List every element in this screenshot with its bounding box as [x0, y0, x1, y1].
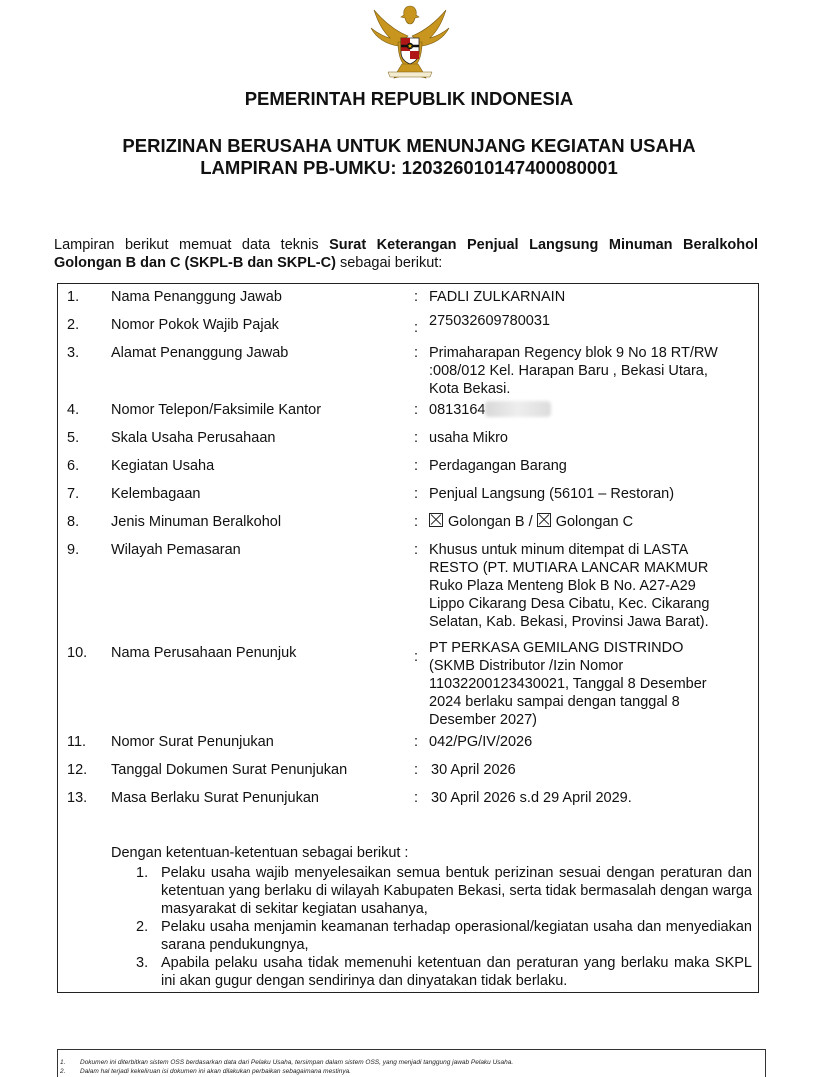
- row-number: 7.: [67, 486, 80, 502]
- row-value: 275032609780031: [429, 313, 550, 329]
- golongan-c-label: Golongan C: [555, 514, 634, 530]
- row-value: 042/PG/IV/2026: [429, 734, 533, 750]
- footnote-number: 2.: [60, 1068, 66, 1075]
- checked-box-icon: [429, 513, 443, 527]
- row-colon: :: [414, 762, 419, 778]
- checked-box-icon: [537, 513, 551, 527]
- row-number: 13.: [67, 790, 88, 806]
- intro-suffix: sebagai berikut:: [335, 255, 443, 271]
- condition-item: [136, 954, 752, 990]
- row-value: Penjual Langsung (56101 – Restoran): [429, 486, 675, 502]
- condition-text: Apabila pelaku usaha tidak memenuhi ketentuan dan peraturan yang berlaku maka SKPL ini akan gugur dengan sendirinya dan dinyatakan tidak berlaku.: [161, 955, 752, 989]
- row-value: Khusus untuk minum ditempat di LASTA RESTO (PT. MUTIARA LANCAR MAKMUR Ruko Plaza Menteng Blok B No. A27-A29 Lippo Cikarang Desa Cibatu, Kec. Cikarang Selatan, Kab. Bekasi, Provinsi Jawa Barat).: [429, 542, 710, 630]
- row-label: Jenis Minuman Beralkohol: [111, 514, 282, 530]
- intro-prefix: Lampiran berikut memuat data teknis: [54, 237, 330, 253]
- condition-item: [136, 918, 752, 954]
- row-colon: :: [414, 734, 419, 750]
- document-title-line2: LAMPIRAN PB-UMKU: 120326010147400080001: [200, 157, 618, 178]
- condition-item: [136, 864, 752, 918]
- row-value: Primaharapan Regency blok 9 No 18 RT/RW :008/012 Kel. Harapan Baru , Bekasi Utara, Kota Bekasi.: [429, 345, 718, 397]
- row-label: Alamat Penanggung Jawab: [111, 345, 289, 361]
- footnote-number: 1.: [60, 1059, 66, 1066]
- technical-data-box: [57, 283, 759, 993]
- row-number: 9.: [67, 542, 80, 558]
- row-label: Nomor Surat Penunjukan: [111, 734, 274, 750]
- row-label: Tanggal Dokumen Surat Penunjukan: [111, 762, 348, 778]
- row-value: Perdagangan Barang: [429, 458, 567, 474]
- row-value: 30 April 2026: [431, 762, 516, 778]
- condition-text: Pelaku usaha menjamin keamanan terhadap operasional/kegiatan usaha dan menyediakan sarana pendukungnya,: [161, 919, 752, 953]
- row-number: 12.: [67, 762, 88, 778]
- row-label: Skala Usaha Perusahaan: [111, 430, 276, 446]
- footnote: [58, 1058, 513, 1067]
- footnotes: [58, 1058, 513, 1076]
- government-heading: PEMERINTAH REPUBLIK INDONESIA: [244, 88, 574, 109]
- condition-number: 1.: [136, 865, 149, 881]
- row-label: Masa Berlaku Surat Penunjukan: [111, 790, 319, 806]
- document-title-line1: PERIZINAN BERUSAHA UNTUK MENUNJANG KEGIATAN USAHA: [122, 135, 696, 156]
- row-label: Nama Penanggung Jawab: [111, 289, 282, 305]
- row-colon: :: [414, 458, 419, 474]
- phone-visible: 0813164: [429, 402, 486, 418]
- row-number: 11.: [67, 734, 87, 750]
- row-number: 2.: [67, 317, 80, 333]
- row-value: [429, 401, 741, 419]
- condition-number: 2.: [136, 919, 149, 935]
- row-label: Nomor Pokok Wajib Pajak: [111, 317, 279, 333]
- row-number: 5.: [67, 430, 80, 446]
- row-number: 10.: [67, 645, 88, 661]
- row-colon: :: [414, 289, 419, 305]
- footnote-text: Dokumen ini diterbitkan sistem OSS berdasarkan data dari Pelaku Usaha, tersimpan dalam sistem OSS, yang menjadi tanggung jawab Pelaku Usaha.: [80, 1059, 514, 1066]
- row-value: FADLI ZULKARNAIN: [429, 289, 566, 305]
- row-value: 30 April 2026 s.d 29 April 2029.: [431, 790, 632, 806]
- conditions-list: [136, 864, 752, 990]
- redacted-phone-digits: [485, 401, 551, 417]
- row-label: Kelembagaan: [111, 486, 201, 502]
- conditions-heading: Dengan ketentuan-ketentuan sebagai berikut :: [111, 845, 409, 861]
- row-colon: :: [414, 486, 419, 502]
- row-colon: :: [414, 542, 419, 558]
- intro-bold: Surat Keterangan Penjual Langsung Minuman Beralkohol Golongan B dan C (SKPL-B dan SKPL-C): [54, 237, 758, 271]
- row-value: usaha Mikro: [429, 430, 508, 446]
- row-colon: :: [414, 402, 419, 418]
- row-number: 6.: [67, 458, 80, 474]
- row-number: 3.: [67, 345, 80, 361]
- intro-paragraph: [54, 236, 758, 272]
- row-colon: :: [414, 790, 419, 806]
- row-label: Nomor Telepon/Faksimile Kantor: [111, 402, 322, 418]
- row-number: 8.: [67, 514, 80, 530]
- row-colon: :: [414, 430, 419, 446]
- condition-text: Pelaku usaha wajib menyelesaikan semua bentuk perizinan sesuai dengan peraturan dan ketentuan yang berlaku di wilayah Kabupaten Bekasi, serta tidak bermasalah dengan warga masyarakat di sekitar kegiatan usahanya,: [161, 865, 752, 917]
- document-title: [0, 135, 818, 179]
- row-label: Wilayah Pemasaran: [111, 542, 241, 558]
- footnote-text: Dalam hal terjadi kekeliruan isi dokumen ini akan dilakukan perbaikan sebagaimana mestinya.: [80, 1068, 351, 1075]
- row-label: Nama Perusahaan Penunjuk: [111, 645, 297, 661]
- row-label: Kegiatan Usaha: [111, 458, 215, 474]
- condition-number: 3.: [136, 955, 149, 971]
- row-colon: :: [414, 649, 419, 665]
- row-value: PT PERKASA GEMILANG DISTRINDO (SKMB Distributor /Izin Nomor 11032200123430021, Tanggal 8 Desember 2024 berlaku sampai dengan tanggal 8 Desember 2027): [429, 640, 707, 728]
- row-value: [429, 513, 741, 531]
- garuda-emblem-icon: [368, 2, 452, 80]
- row-colon: :: [414, 345, 419, 361]
- row-colon: :: [414, 514, 419, 530]
- row-number: 1.: [67, 289, 80, 305]
- golongan-b-label: Golongan B /: [448, 514, 533, 530]
- row-number: 4.: [67, 402, 80, 418]
- row-colon: :: [414, 320, 419, 336]
- footnote: [58, 1067, 513, 1076]
